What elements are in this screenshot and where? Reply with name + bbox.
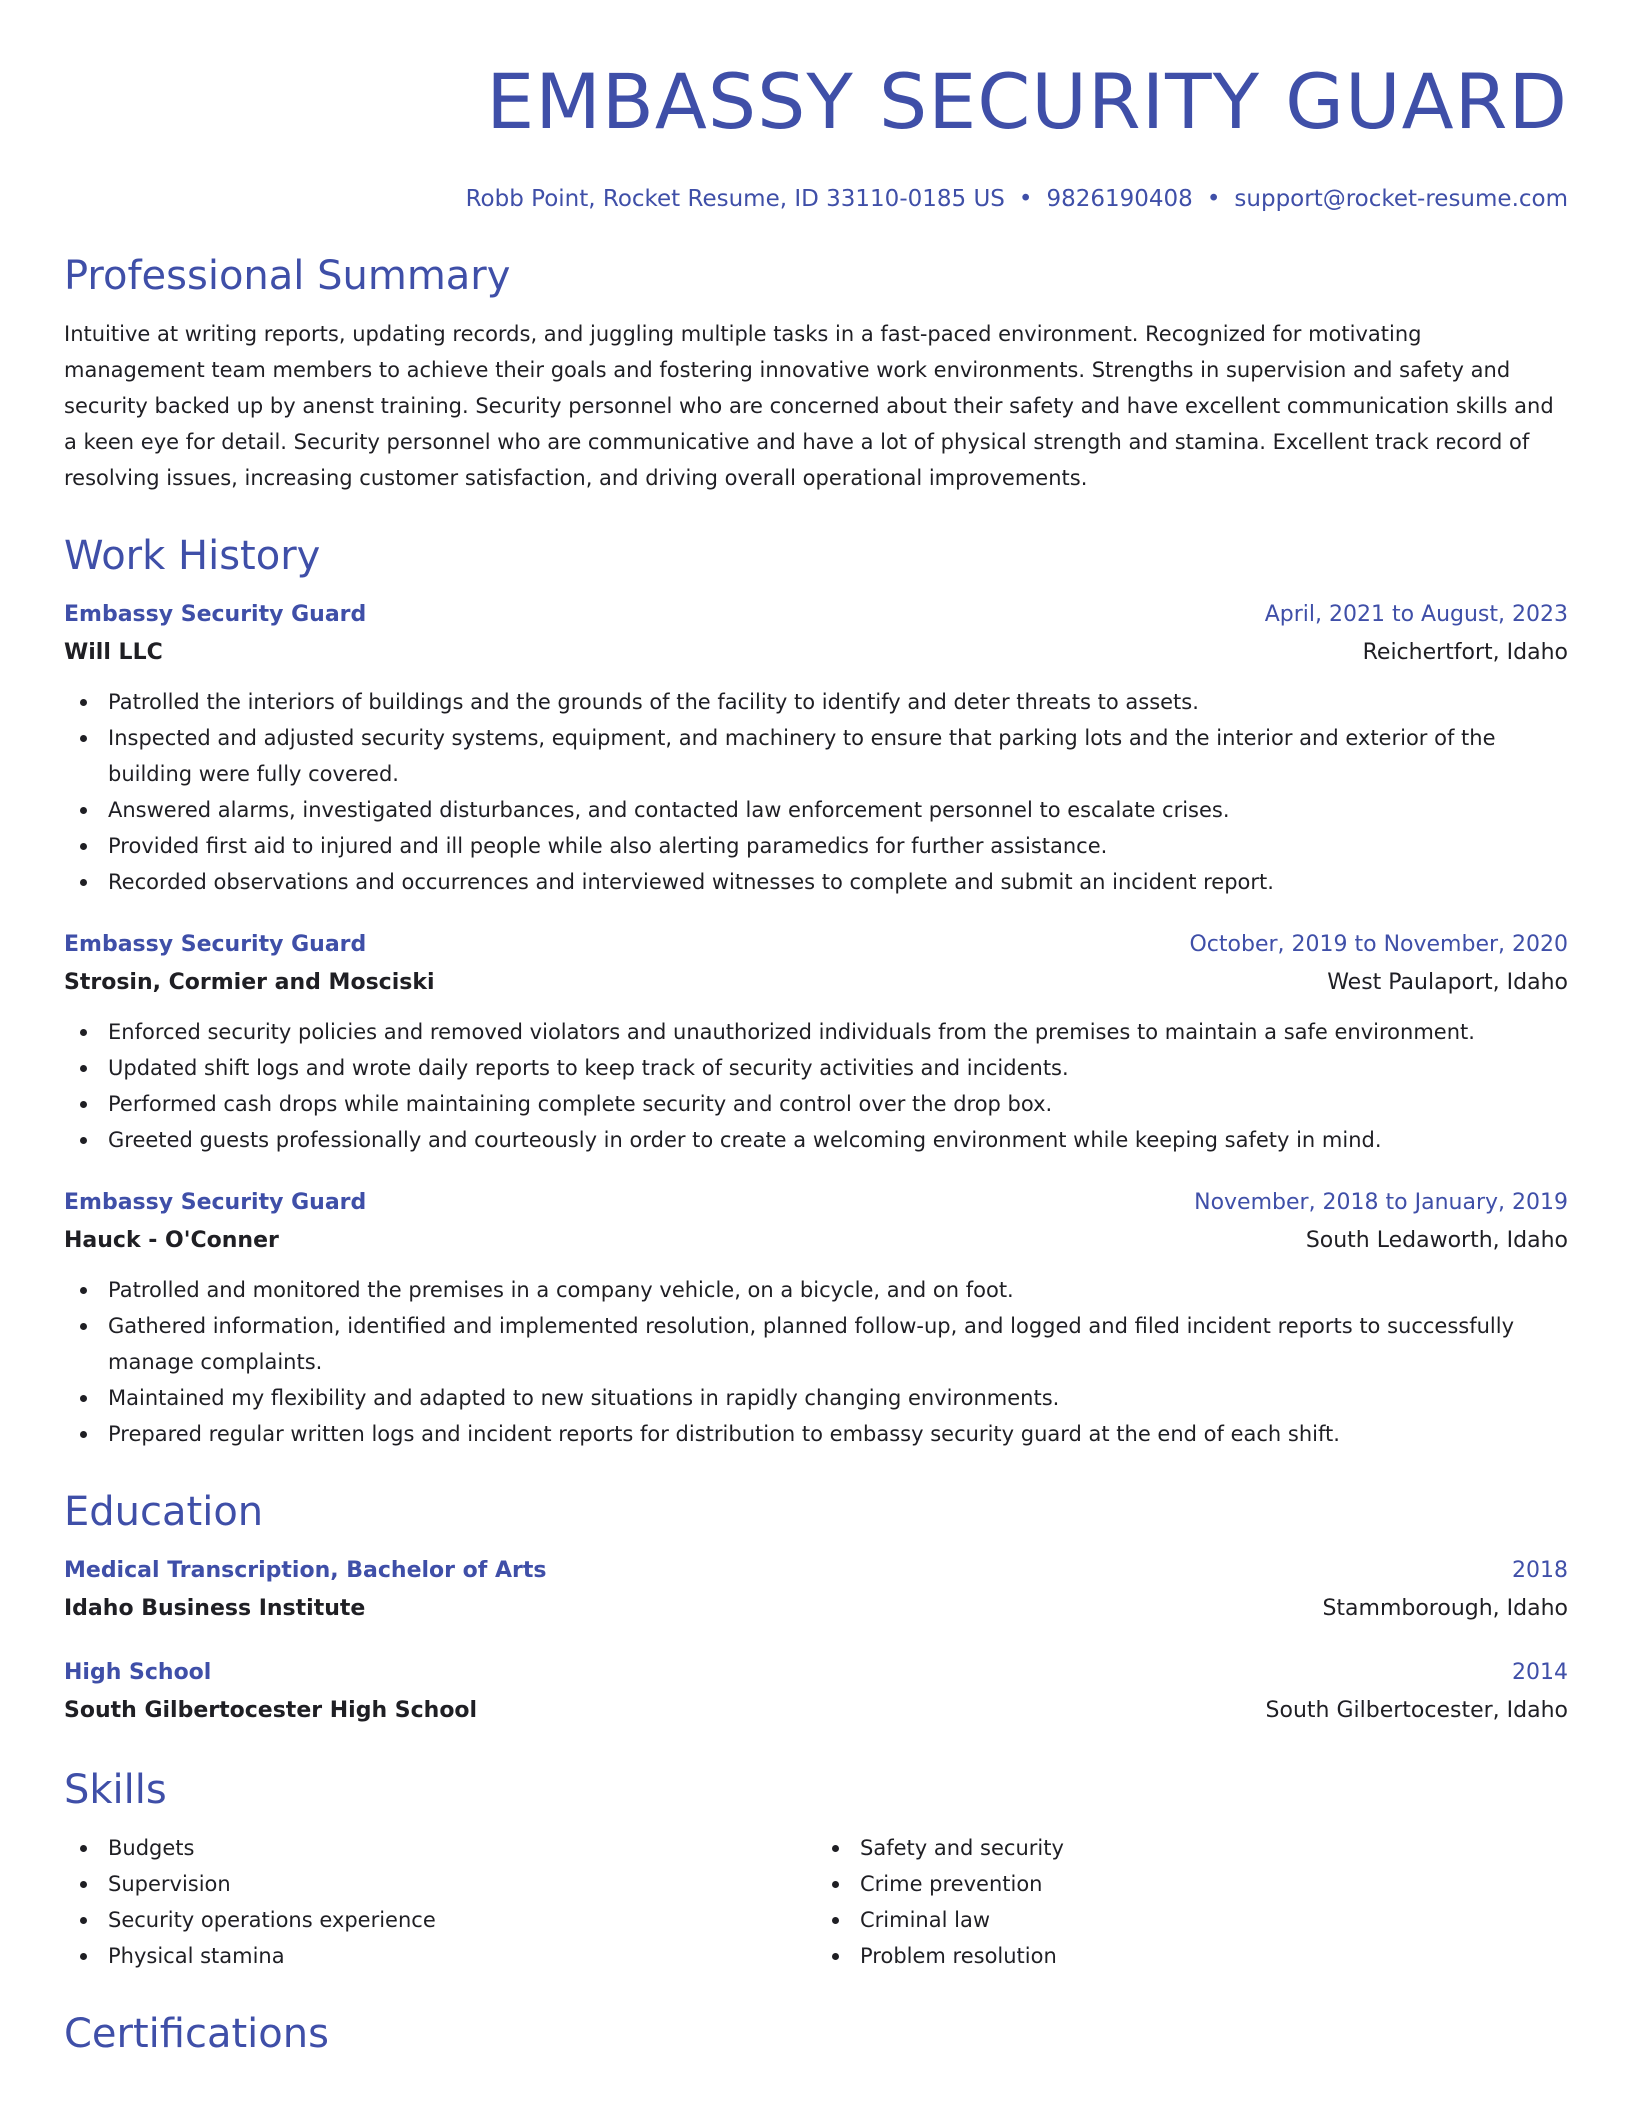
contact-phone: 9826190408 <box>1046 186 1193 212</box>
skill-item: Problem resolution <box>816 1938 1568 1974</box>
list-item: Inspected and adjusted security systems, equipment, and machinery to ensure that parking lots and the interior and exterior of the building were fully covered. <box>64 720 1568 792</box>
summary-text: Intuitive at writing reports, updating records, and juggling multiple tasks in a fast-paced environment. Recognized for motivating management team members to achieve their goals and fostering innovative work environments. Strengths in supervision and safety and security backed up by anenst training. Security personnel who are concerned about their safety and have excellent communication skills and a keen eye for detail. Security personnel who are communicative and have a lot of physical strength and stamina. Excellent track record of resolving issues, increasing customer satisfaction, and driving overall operational improvements. <box>64 322 1554 490</box>
skill-item: Safety and security <box>816 1830 1568 1866</box>
job-location: Reichertfort, Idaho <box>1362 640 1568 665</box>
education-school-row <box>64 1590 1568 1628</box>
job-entry <box>64 926 1568 1158</box>
education-degree: High School <box>64 1660 212 1685</box>
skills-column-right <box>816 1830 1568 1974</box>
job-title: Embassy Security Guard <box>64 1190 367 1215</box>
education-year: 2014 <box>1512 1660 1568 1685</box>
list-item: Patrolled and monitored the premises in a company vehicle, on a bicycle, and on foot. <box>64 1272 1568 1308</box>
education-school: Idaho Business Institute <box>64 1596 366 1621</box>
candidate-name: EMBASSY SECURITY GUARD <box>486 57 1568 146</box>
job-title: Embassy Security Guard <box>64 932 367 957</box>
job-duties <box>64 1014 1568 1158</box>
list-item: Recorded observations and occurrences and interviewed witnesses to complete and submit an incident report. <box>64 864 1568 900</box>
job-dates: November, 2018 to January, 2019 <box>1194 1190 1568 1215</box>
list-item: Enforced security policies and removed violators and unauthorized individuals from the premises to maintain a safe environment. <box>64 1014 1568 1050</box>
contact-separator: • <box>1206 186 1221 212</box>
list-item: Provided first aid to injured and ill people while also alerting paramedics for further assistance. <box>64 828 1568 864</box>
skill-item: Security operations experience <box>64 1902 816 1938</box>
skill-item: Crime prevention <box>816 1866 1568 1902</box>
job-header <box>64 1184 1568 1222</box>
list-item: Updated shift logs and wrote daily reports to keep track of security activities and incidents. <box>64 1050 1568 1086</box>
education-year: 2018 <box>1512 1558 1568 1583</box>
list-item: Maintained my flexibility and adapted to new situations in rapidly changing environments. <box>64 1380 1568 1416</box>
skill-item: Budgets <box>64 1830 816 1866</box>
job-header <box>64 596 1568 634</box>
contact-separator: • <box>1018 186 1033 212</box>
education-header <box>64 1552 1568 1590</box>
section-title-skills: Skills <box>64 1767 167 1813</box>
list-item: Patrolled the interiors of buildings and the grounds of the facility to identify and deter threats to assets. <box>64 684 1568 720</box>
job-entry <box>64 1184 1568 1452</box>
section-title-education: Education <box>64 1489 264 1535</box>
skills-column-left <box>64 1830 816 1974</box>
job-dates: October, 2019 to November, 2020 <box>1189 932 1568 957</box>
job-company: Will LLC <box>64 640 163 665</box>
education-school: South Gilbertocester High School <box>64 1698 478 1723</box>
job-company-row <box>64 964 1568 1002</box>
job-entry <box>64 596 1568 900</box>
contact-address: Robb Point, Rocket Resume, ID 33110-0185 US <box>465 186 1005 212</box>
job-location: West Paulaport, Idaho <box>1327 970 1568 995</box>
section-title-summary: Professional Summary <box>64 253 511 299</box>
skill-item: Supervision <box>64 1866 816 1902</box>
job-header <box>64 926 1568 964</box>
skill-item: Criminal law <box>816 1902 1568 1938</box>
job-location: South Ledaworth, Idaho <box>1305 1228 1568 1253</box>
education-entry <box>64 1654 1568 1730</box>
list-item: Prepared regular written logs and incident reports for distribution to embassy security guard at the end of each shift. <box>64 1416 1568 1452</box>
skill-item: Physical stamina <box>64 1938 816 1974</box>
section-title-work-history: Work History <box>64 533 321 579</box>
job-dates: April, 2021 to August, 2023 <box>1264 602 1568 627</box>
education-header <box>64 1654 1568 1692</box>
job-title: Embassy Security Guard <box>64 602 367 627</box>
list-item: Gathered information, identified and implemented resolution, planned follow-up, and logged and filed incident reports to successfully manage complaints. <box>64 1308 1568 1380</box>
list-item: Performed cash drops while maintaining complete security and control over the drop box. <box>64 1086 1568 1122</box>
education-degree: Medical Transcription, Bachelor of Arts <box>64 1558 547 1583</box>
skills-grid <box>64 1830 1568 1974</box>
job-duties <box>64 1272 1568 1452</box>
job-company-row <box>64 1222 1568 1260</box>
job-company: Strosin, Cormier and Mosciski <box>64 970 435 995</box>
section-title-certifications: Certifications <box>64 2011 329 2057</box>
education-location: South Gilbertocester, Idaho <box>1265 1698 1568 1723</box>
education-school-row <box>64 1692 1568 1730</box>
contact-email: support@rocket-resume.com <box>1234 186 1568 212</box>
list-item: Greeted guests professionally and courteously in order to create a welcoming environment while keeping safety in mind. <box>64 1122 1568 1158</box>
job-duties <box>64 684 1568 900</box>
education-location: Stammborough, Idaho <box>1322 1596 1568 1621</box>
education-entry <box>64 1552 1568 1628</box>
job-company: Hauck - O'Conner <box>64 1228 279 1253</box>
contact-line <box>64 182 1568 216</box>
job-company-row <box>64 634 1568 672</box>
list-item: Answered alarms, investigated disturbances, and contacted law enforcement personnel to escalate crises. <box>64 792 1568 828</box>
